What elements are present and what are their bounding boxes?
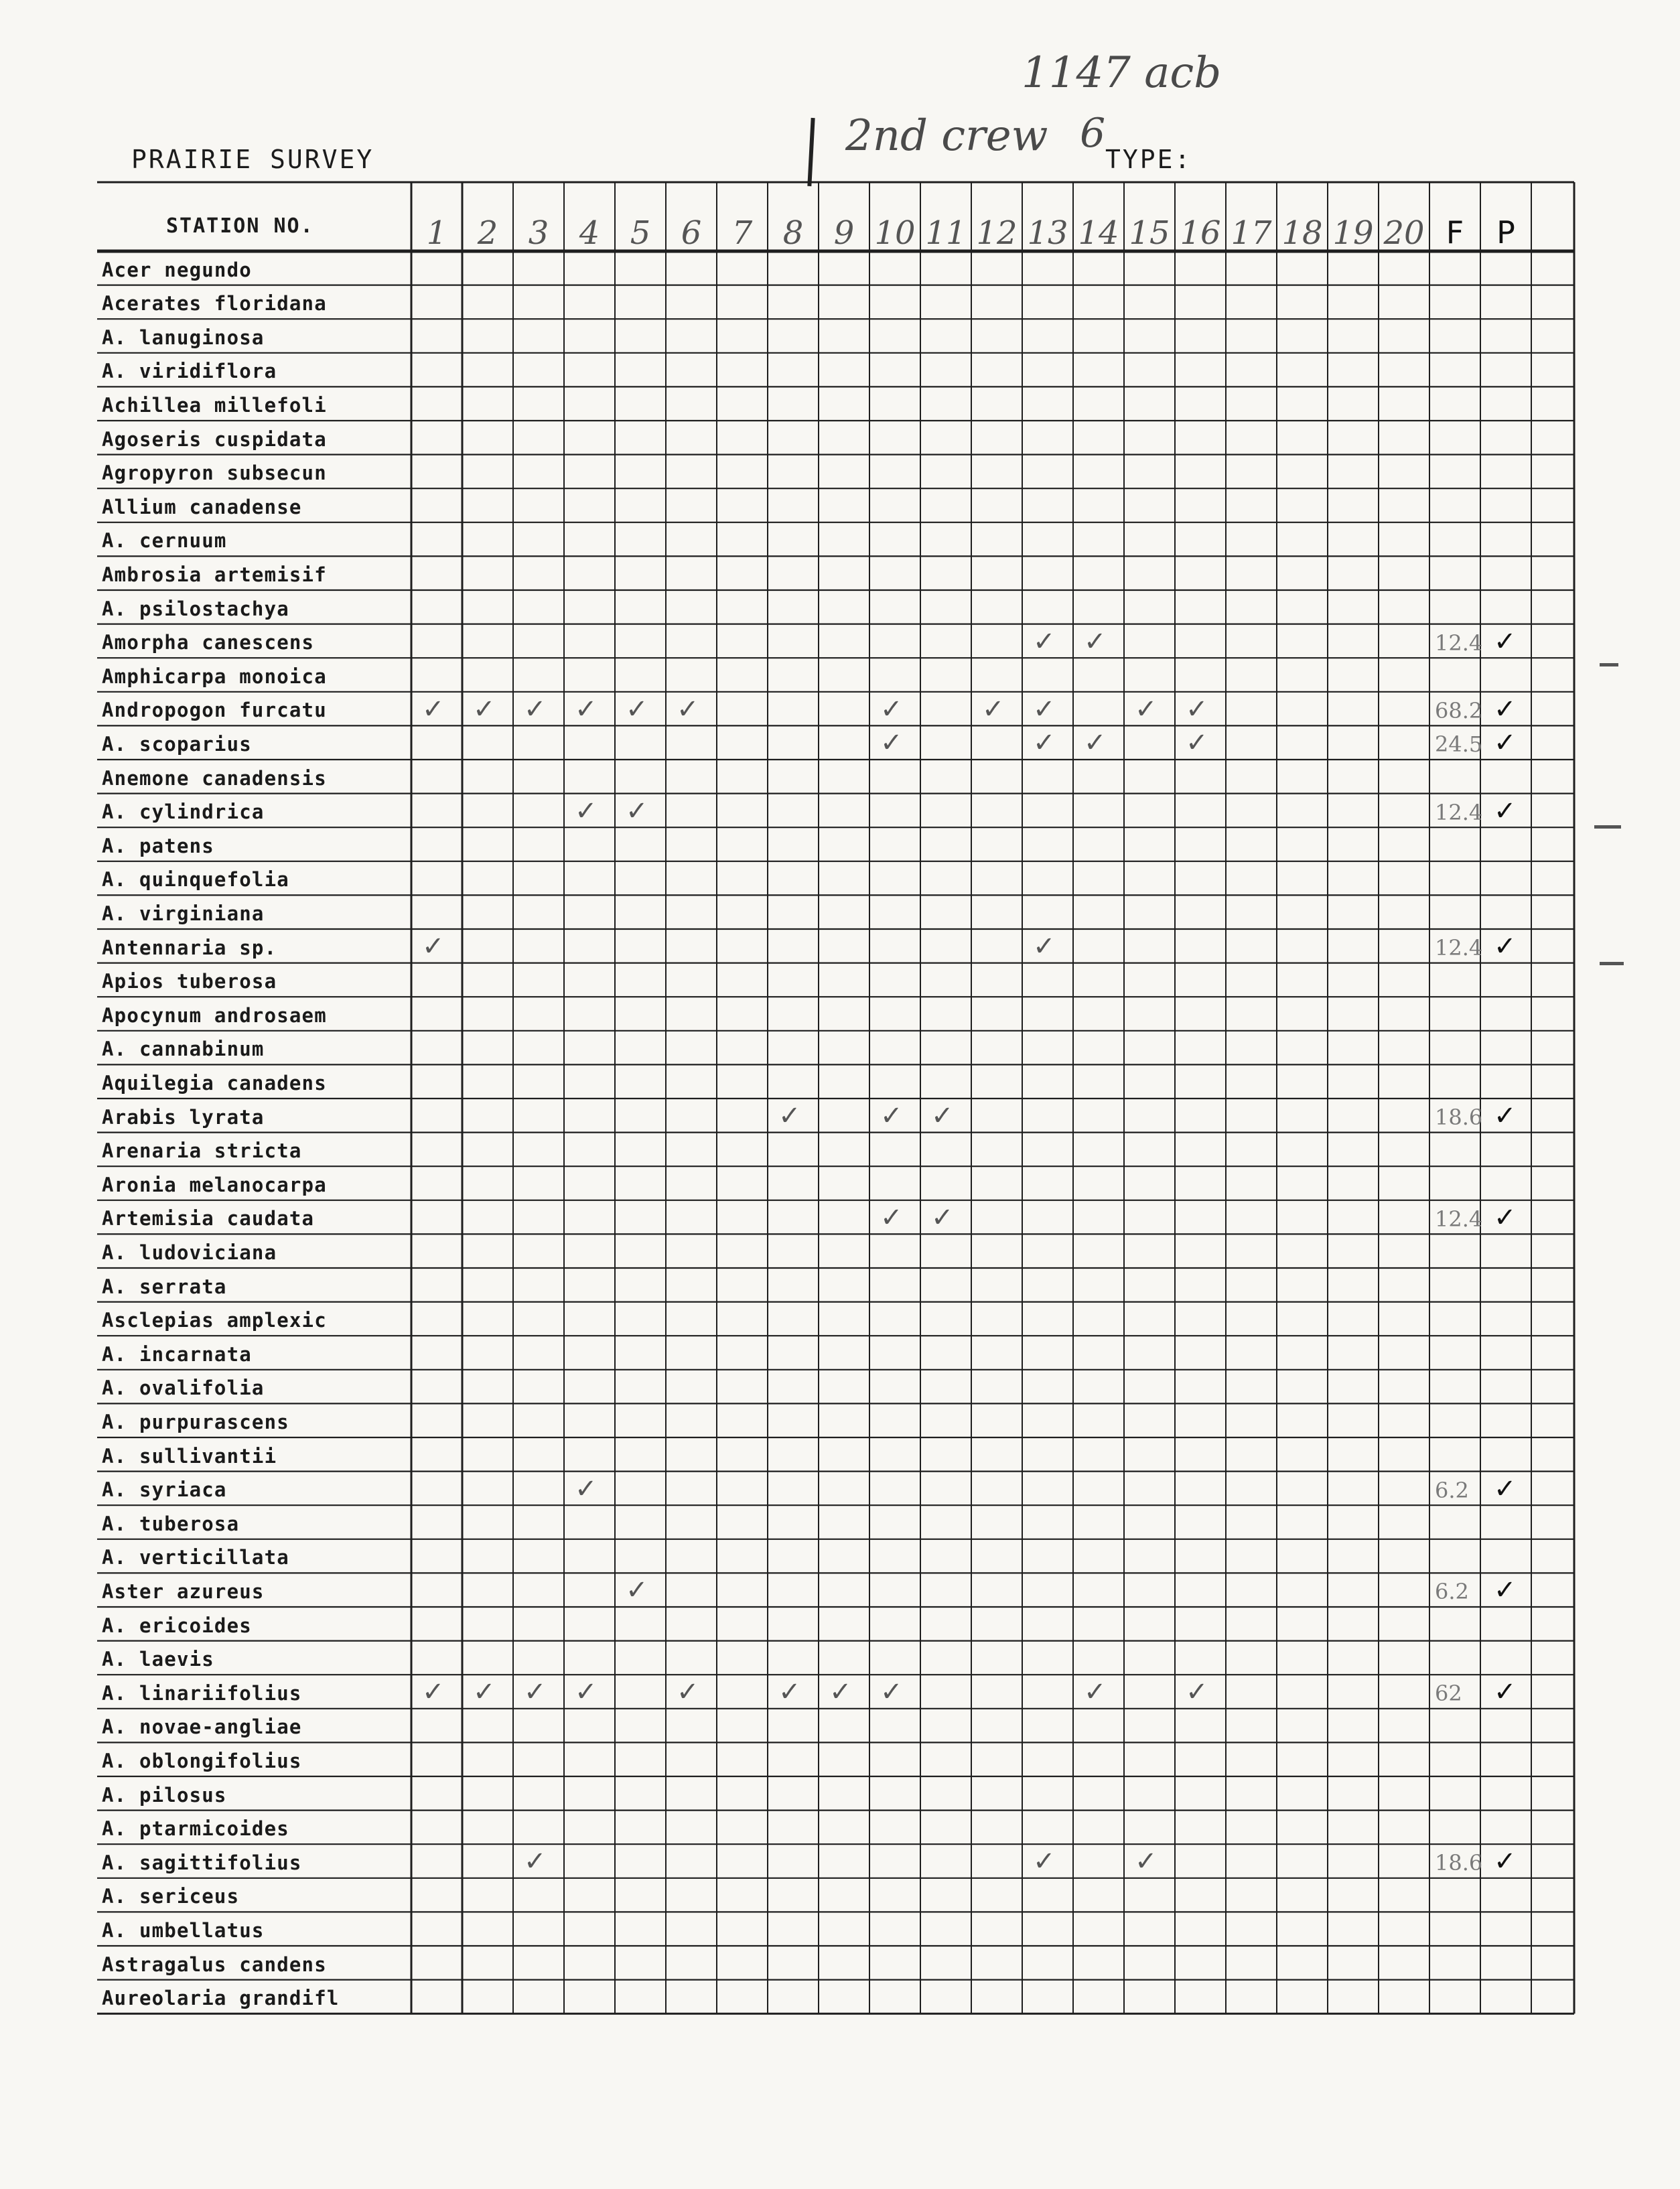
species-name: A. viridiflora	[102, 360, 277, 383]
species-name: A. patens	[102, 834, 214, 857]
species-name: Ambrosia artemisif	[102, 563, 327, 586]
species-name: A. cylindrica	[102, 800, 265, 824]
species-name: A. virginiana	[102, 902, 265, 925]
frequency-value: 18.6	[1435, 1850, 1483, 1876]
margin-tick	[1594, 825, 1621, 829]
station-check-mark: ✓	[880, 1101, 903, 1131]
species-name: A. syriaca	[102, 1478, 227, 1502]
species-name: Agoseris cuspidata	[102, 427, 327, 451]
species-name: Aquilegia canadens	[102, 1072, 327, 1094]
presence-check-mark: ✓	[1494, 727, 1517, 759]
station-number-label: STATION NO.	[166, 214, 314, 238]
station-check-mark: ✓	[524, 693, 547, 725]
station-check-mark: ✓	[422, 693, 445, 725]
species-name: Acer negundo	[102, 258, 252, 281]
frequency-value: 18.6	[1435, 1105, 1483, 1130]
frequency-value: 68.2	[1435, 697, 1483, 723]
station-check-mark: ✓	[1135, 693, 1158, 725]
station-check-mark: ✓	[473, 693, 496, 725]
station-check-mark: ✓	[1084, 1677, 1107, 1708]
station-check-mark: ✓	[1186, 1677, 1208, 1708]
handwritten-sheet-id: 1147 acb	[1022, 48, 1222, 98]
station-check-mark: ✓	[829, 1677, 852, 1708]
frequency-value: 12.4	[1435, 1206, 1483, 1232]
species-name: A. novae-angliae	[102, 1715, 302, 1739]
species-name: A. ptarmicoides	[102, 1817, 289, 1841]
species-name: A. cernuum	[102, 529, 227, 553]
column-header-18: 18	[1281, 214, 1323, 252]
species-name: A. ovalifolia	[102, 1376, 265, 1400]
species-name: A. verticillata	[102, 1546, 289, 1569]
station-check-mark: ✓	[422, 1677, 445, 1708]
station-check-mark: ✓	[1186, 727, 1208, 759]
presence-check-mark: ✓	[1494, 626, 1517, 657]
station-check-mark: ✓	[880, 1677, 903, 1708]
species-name: A. serrata	[102, 1275, 227, 1298]
presence-check-mark: ✓	[1494, 1202, 1517, 1233]
species-name: A. linariifolius	[102, 1681, 302, 1705]
column-header-F: F	[1446, 214, 1464, 251]
frequency-value: 6.2	[1435, 1579, 1469, 1605]
column-header-13: 13	[1027, 214, 1068, 252]
species-name: Arenaria stricta	[102, 1139, 302, 1163]
station-check-mark: ✓	[524, 1677, 547, 1708]
column-header-P: P	[1496, 214, 1515, 251]
species-name: A. scoparius	[102, 733, 252, 756]
station-check-mark: ✓	[626, 693, 648, 725]
station-check-mark: ✓	[473, 1677, 496, 1708]
presence-check-mark: ✓	[1494, 795, 1517, 827]
column-header-5: 5	[630, 214, 651, 252]
species-name: A. ludoviciana	[102, 1241, 277, 1264]
species-name: A. tuberosa	[102, 1512, 240, 1535]
frequency-value: 62	[1435, 1681, 1462, 1707]
station-check-mark: ✓	[1033, 693, 1056, 725]
station-check-mark: ✓	[880, 1202, 903, 1233]
species-name: A. ericoides	[102, 1614, 252, 1637]
station-check-mark: ✓	[575, 1677, 598, 1708]
station-check-mark: ✓	[626, 1575, 648, 1606]
station-check-mark: ✓	[1186, 693, 1208, 725]
station-check-mark: ✓	[880, 727, 903, 759]
presence-check-mark: ✓	[1494, 931, 1517, 962]
station-check-mark: ✓	[575, 693, 598, 725]
station-check-mark: ✓	[575, 795, 598, 827]
station-check-mark: ✓	[1033, 626, 1056, 657]
column-header-6: 6	[681, 214, 702, 252]
column-header-7: 7	[731, 214, 753, 252]
species-name: Allium canadense	[102, 495, 302, 518]
species-name: A. umbellatus	[102, 1919, 265, 1942]
species-name: A. laevis	[102, 1648, 214, 1671]
species-name: Agropyron subsecun	[102, 462, 327, 485]
species-name: A. sullivantii	[102, 1444, 277, 1468]
column-header-19: 19	[1332, 214, 1374, 252]
species-name: A. purpurascens	[102, 1411, 289, 1433]
species-name: A. lanuginosa	[102, 326, 265, 349]
margin-tick	[1600, 663, 1618, 666]
species-name: Apocynum androsaem	[102, 1003, 327, 1027]
column-header-4: 4	[579, 214, 600, 252]
station-check-mark: ✓	[1135, 1846, 1158, 1878]
column-header-11: 11	[925, 214, 967, 252]
handwritten-crew-note: 2nd crew	[845, 111, 1048, 161]
station-check-mark: ✓	[1084, 727, 1107, 759]
species-name: Amphicarpa monoica	[102, 664, 327, 688]
species-name: A. oblongifolius	[102, 1750, 302, 1772]
column-header-3: 3	[528, 214, 549, 252]
station-check-mark: ✓	[677, 693, 699, 725]
presence-check-mark: ✓	[1494, 1677, 1517, 1708]
station-check-mark: ✓	[931, 1202, 954, 1233]
column-header-17: 17	[1231, 214, 1272, 252]
column-header-12: 12	[976, 214, 1018, 252]
frequency-value: 6.2	[1435, 1477, 1469, 1503]
species-name: A. psilostachya	[102, 597, 289, 620]
presence-check-mark: ✓	[1494, 693, 1517, 725]
station-check-mark: ✓	[575, 1473, 598, 1504]
species-name: Amorpha canescens	[102, 631, 315, 654]
species-name: A. quinquefolia	[102, 868, 289, 892]
presence-check-mark: ✓	[1494, 1846, 1517, 1878]
frequency-value: 24.5	[1435, 731, 1483, 758]
species-name: A. incarnata	[102, 1342, 252, 1366]
species-name: Arabis lyrata	[102, 1105, 265, 1129]
column-header-20: 20	[1383, 214, 1425, 252]
species-name: Asclepias amplexic	[102, 1309, 327, 1332]
station-check-mark: ✓	[778, 1101, 801, 1131]
presence-check-mark: ✓	[1494, 1575, 1517, 1606]
column-header-2: 2	[477, 214, 498, 252]
form-title: PRAIRIE SURVEY	[131, 145, 374, 174]
species-name: Aster azureus	[102, 1580, 265, 1603]
station-check-mark: ✓	[677, 1677, 699, 1708]
frequency-value: 12.4	[1435, 935, 1483, 961]
species-name: A. sagittifolius	[102, 1851, 302, 1874]
station-check-mark: ✓	[931, 1101, 954, 1131]
station-check-mark: ✓	[880, 693, 903, 725]
column-header-14: 14	[1078, 214, 1119, 252]
station-check-mark: ✓	[982, 693, 1005, 725]
column-header-1: 1	[426, 214, 447, 252]
species-name: A. pilosus	[102, 1783, 227, 1807]
station-check-mark: ✓	[524, 1846, 547, 1878]
frequency-value: 12.4	[1435, 630, 1483, 656]
species-name: Apios tuberosa	[102, 970, 277, 993]
column-header-16: 16	[1180, 214, 1221, 252]
species-name: Antennaria sp.	[102, 936, 277, 959]
handwritten-crew-number: 6	[1080, 110, 1106, 157]
column-header-8: 8	[782, 214, 804, 252]
station-check-mark: ✓	[778, 1677, 801, 1708]
type-label: TYPE:	[1105, 145, 1192, 174]
station-check-mark: ✓	[1033, 727, 1056, 759]
frequency-value: 12.4	[1435, 799, 1483, 825]
species-name: Achillea millefoli	[102, 394, 327, 417]
species-name: Aureolaria grandifl	[102, 1987, 340, 2010]
column-header-15: 15	[1129, 214, 1170, 252]
species-name: Anemone canadensis	[102, 766, 327, 790]
species-name: Astragalus candens	[102, 1953, 327, 1976]
station-check-mark: ✓	[1033, 1846, 1056, 1878]
presence-check-mark: ✓	[1494, 1473, 1517, 1504]
column-header-10: 10	[874, 214, 916, 252]
station-check-mark: ✓	[626, 795, 648, 827]
station-check-mark: ✓	[1033, 931, 1056, 962]
station-check-mark: ✓	[1084, 626, 1107, 657]
station-check-mark: ✓	[422, 931, 445, 962]
species-name: A. cannabinum	[102, 1038, 265, 1061]
margin-tick	[1600, 962, 1624, 965]
presence-check-mark: ✓	[1494, 1101, 1517, 1131]
species-name: Aronia melanocarpa	[102, 1173, 327, 1196]
species-name: A. sericeus	[102, 1885, 240, 1908]
species-name: Andropogon furcatu	[102, 699, 327, 722]
species-name: Artemisia caudata	[102, 1207, 315, 1230]
species-name: Acerates floridana	[102, 292, 327, 315]
column-header-9: 9	[833, 214, 855, 252]
